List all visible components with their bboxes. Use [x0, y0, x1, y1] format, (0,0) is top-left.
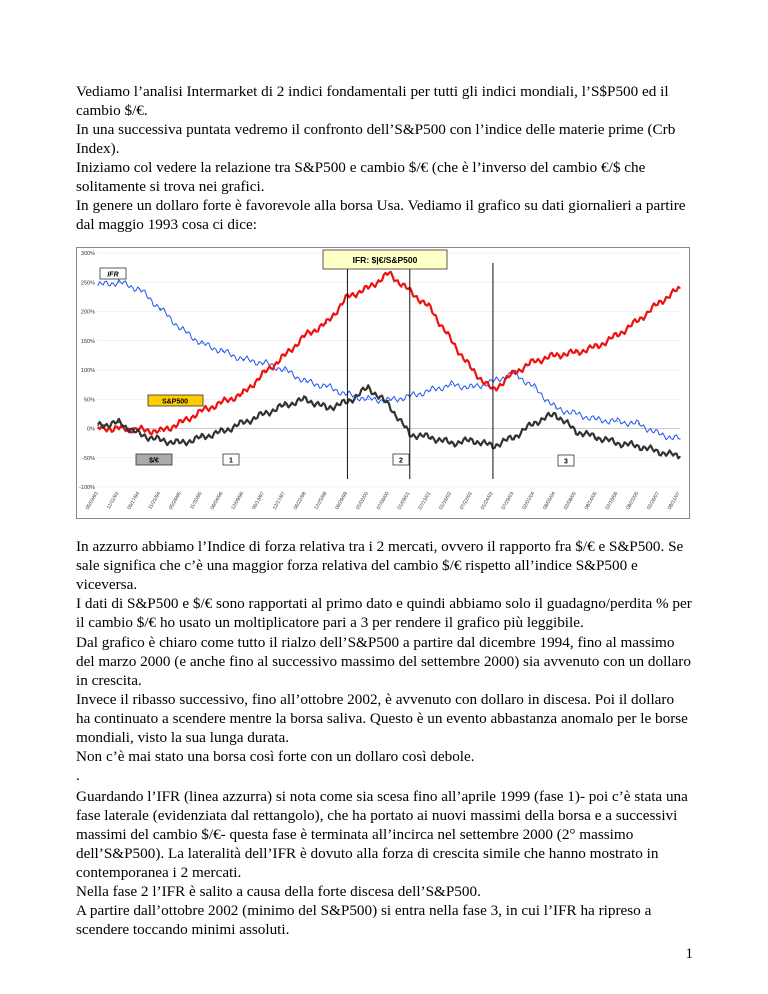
data-point [243, 393, 244, 394]
x-tick-label: 08/05/04 [542, 491, 558, 511]
data-point [472, 387, 473, 388]
data-point [596, 419, 597, 420]
data-point [243, 422, 244, 423]
data-point [326, 323, 327, 324]
x-tick-label: 08/22/06 [625, 491, 641, 511]
x-tick-label: 05/03/93 [84, 491, 100, 511]
sp500-label [148, 395, 203, 406]
data-point [638, 423, 639, 424]
data-point [638, 320, 639, 321]
chart-title-text: IFR: $|€/S&P500 [352, 255, 418, 265]
data-point [284, 355, 285, 356]
y-tick-label: 300% [80, 251, 95, 257]
data-point [555, 413, 556, 414]
x-tick-label: 01/16/02 [438, 491, 454, 511]
x-tick-label: 02/01/04 [521, 491, 537, 511]
data-point [284, 405, 285, 406]
data-point [555, 407, 556, 408]
data-point [659, 434, 660, 435]
data-point [430, 308, 431, 309]
x-tick-label: 08/31/07 [666, 491, 682, 511]
data-point [513, 437, 514, 438]
y-tick-label: -50% [82, 455, 95, 462]
data-point [617, 334, 618, 335]
data-point [139, 289, 140, 290]
phase-3-text: 3 [564, 458, 568, 466]
intro-paragraph [76, 82, 692, 158]
data-point [201, 437, 202, 438]
data-point [451, 340, 452, 341]
data-point [243, 359, 244, 360]
intro-line-2: In una successiva puntata vedremo il confronto dell’S&P500 con l’indice delle materie prime (Crb Index). [76, 121, 676, 157]
data-point [97, 285, 98, 286]
x-tick-label: 12/09/96 [230, 491, 246, 511]
data-point [222, 431, 223, 432]
data-point [326, 407, 327, 408]
x-tick-label: 01/02/00 [355, 491, 370, 511]
x-tick-label: 06/04/96 [209, 491, 225, 511]
y-tick-label: 0% [87, 426, 95, 433]
phase-3-label [558, 455, 574, 466]
x-tick-label: 07/29/03 [500, 491, 516, 511]
data-point [118, 422, 119, 423]
data-point [513, 372, 514, 373]
phases-paragraph [76, 787, 692, 939]
phase-1-label [223, 454, 239, 465]
y-tick-label: 200% [80, 309, 95, 316]
phase-1-text: 1 [229, 457, 233, 465]
data-point [264, 413, 265, 414]
data-point [264, 362, 265, 363]
x-tick-label: 06/29/99 [334, 491, 350, 511]
data-point [181, 422, 182, 423]
x-tick-label: 07/22/02 [458, 491, 474, 511]
y-tick-label: 50% [83, 397, 95, 404]
x-tick-label: 12/17/97 [271, 491, 287, 511]
data-point [430, 437, 431, 438]
usd-eur-label-text: $/€ [149, 457, 159, 465]
explanation-line-2: I dati di S&P500 e $/€ sono rapportati al primo dato e quindi abbiamo solo il guadagno/perdita % per il cambio $/€ ho usato un moltiplicatore pari a 3 per rendere il grafico più leggibile. [76, 595, 692, 631]
x-tick-label: 02/08/05 [562, 490, 578, 511]
x-tick-label: 07/13/01 [417, 491, 433, 511]
x-tick-label: 01/24/03 [479, 491, 495, 511]
analysis-line-4: . [76, 767, 80, 784]
analysis-line-2: Invece il ribasso successivo, fino all’ottobre 2002, è avvenuto con dollaro in discesa. Poi il dollaro ha continuato a scendere mentre la borsa saliva. Questo è un evento abbastanza anomalo per le borse mondiali, visto la sua lunga durata. [76, 691, 688, 746]
data-point [181, 328, 182, 329]
data-point [305, 399, 306, 400]
data-point [617, 443, 618, 444]
data-point [575, 352, 576, 353]
data-point [368, 399, 369, 400]
sp500-label-text: S&P500 [161, 398, 189, 406]
data-point [368, 387, 369, 388]
data-point [679, 456, 680, 457]
x-tick-label: 06/13/97 [251, 491, 267, 511]
data-point [284, 369, 285, 370]
x-tick-label: 08/14/05 [583, 491, 599, 511]
page-number: 1 [685, 946, 693, 962]
relation-paragraph [76, 158, 692, 234]
data-point [160, 308, 161, 309]
data-point [596, 346, 597, 347]
chart-svg [76, 247, 690, 519]
data-point [222, 402, 223, 403]
phase-2-text: 2 [399, 457, 403, 465]
data-point [326, 386, 327, 387]
y-tick-label: -100% [79, 485, 95, 491]
data-point [201, 343, 202, 344]
data-point [534, 422, 535, 423]
x-tick-label: 06/22/98 [292, 491, 308, 511]
phases-line-1: Guardando l’IFR (linea azzurra) si nota come sia scesa fino all’aprile 1999 (fase 1)- poi c’è stata una fase laterale (evidenziata dal rettangolo), che ha portato ai nuovi massimi della borsa e a successivi massimi del cambio $/€- questa fase è terminata all’incirca nel settembre 2000 (2° massimo dell’S&P500). La lateralità dell’IFR è dovuto alla forza di crescita simile che hanno mostrato in contemporanea i 2 mercati. [76, 788, 688, 881]
data-point [575, 413, 576, 414]
x-tick-label: 01/09/01 [396, 491, 412, 511]
data-point [305, 381, 306, 382]
data-point [451, 443, 452, 444]
relation-line-2: In genere un dollaro forte è favorevole alla borsa Usa. Vediamo il grafico su dati giornalieri a partire dal maggio 1993 cosa ci dice: [76, 197, 686, 233]
y-tick-label: 150% [80, 338, 95, 345]
data-point [368, 288, 369, 289]
usd-eur-label [136, 454, 172, 465]
x-tick-label: 11/30/95 [188, 491, 204, 511]
data-point [181, 443, 182, 444]
data-point [305, 334, 306, 335]
data-point [201, 410, 202, 411]
data-point [575, 431, 576, 432]
data-point [534, 387, 535, 388]
y-tick-label: 100% [80, 368, 95, 374]
data-point [679, 438, 680, 439]
data-point [222, 351, 223, 352]
phases-line-2: Nella fase 2 l’IFR è salito a causa della forte discesa dell’S&P500. [76, 883, 481, 900]
x-tick-label: 02/16/06 [604, 491, 620, 511]
phase-2-label [393, 454, 409, 465]
x-tick-label: 11/21/94 [147, 491, 163, 511]
data-point [160, 431, 161, 432]
data-point [388, 400, 389, 401]
data-point [534, 361, 535, 362]
analysis-line-1: Dal grafico è chiaro come tutto il rialzo dell’S&P500 a partire dal dicembre 1994, fino al massimo del marzo 2000 (e anche fino al successivo massimo del settembre 2000) sia avvenuto con un dollaro in crescita. [76, 634, 691, 689]
chart-frame [77, 248, 690, 519]
ifr-label [100, 268, 126, 279]
analysis-paragraph [76, 633, 692, 785]
data-point [472, 369, 473, 370]
x-tick-label: 07/06/00 [375, 491, 391, 511]
intermarket-chart [76, 247, 690, 519]
relation-line-1: Iniziamo col vedere la relazione tra S&P500 e cambio $/€ (che è l’inverso del cambio €/$ che solitamente si trova nei grafici. [76, 159, 646, 195]
data-point [659, 302, 660, 303]
data-point [139, 434, 140, 435]
data-point [638, 445, 639, 446]
data-point [388, 405, 389, 406]
explanation-line-1: In azzurro abbiamo l’Indice di forza relativa tra i 2 mercati, ovvero il rapporto fra $/€ e S&P500. Se sale significa che c’è una maggior forza relativa del cambio $/€ rispetto all’indice S&P500 e viceversa. [76, 538, 684, 593]
data-point [97, 428, 98, 429]
phases-line-3: A partire dall’ottobre 2002 (minimo del S&P500) si entra nella fase 3, in cui l’IFR ha ripreso a scendere toccando minimi assoluti. [76, 902, 652, 938]
data-point [472, 440, 473, 441]
data-point [451, 384, 452, 385]
data-point [679, 288, 680, 289]
x-tick-label: 05/17/94 [126, 491, 142, 511]
data-point [617, 421, 618, 422]
explanation-paragraph [76, 537, 692, 632]
data-point [264, 372, 265, 373]
intro-line-1: Vediamo l’analisi Intermarket di 2 indici fondamentali per tutti gli indici mondiali, l’S$P500 ed il cambio $/€. [76, 83, 669, 119]
data-point [118, 428, 119, 429]
data-point [160, 440, 161, 441]
x-tick-label: 05/26/95 [167, 491, 183, 511]
data-point [388, 273, 389, 274]
ifr-label-text: IFR [107, 271, 119, 279]
analysis-line-3: Non c’è mai stato una borsa così forte con un dollaro così debole. [76, 748, 475, 765]
chart-title [323, 250, 447, 269]
y-tick-label: 250% [80, 280, 95, 287]
data-point [118, 282, 119, 283]
data-point [555, 355, 556, 356]
data-point [659, 451, 660, 452]
data-point [596, 437, 597, 438]
data-point [430, 390, 431, 391]
x-tick-label: 11/11/93 [105, 491, 121, 511]
data-point [97, 425, 98, 426]
x-tick-label: 12/25/98 [313, 491, 329, 511]
x-tick-label: 02/26/07 [646, 491, 661, 511]
